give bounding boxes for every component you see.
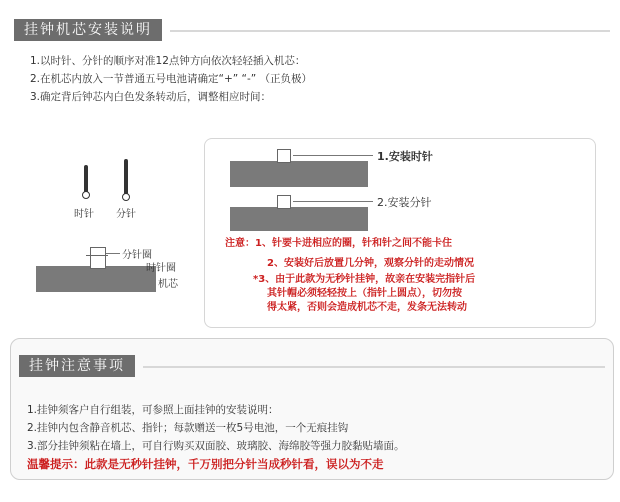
hour-ring-label: 时针圈	[146, 263, 176, 274]
shaft-icon	[90, 247, 106, 269]
note-1: 注意：1、针要卡进相应的圈，针和针之间不能卡住	[225, 238, 452, 249]
hour-hand-pin-icon	[82, 191, 90, 199]
movement-block	[36, 266, 156, 292]
hour-hand-icon	[84, 165, 88, 193]
minute-shaft-icon	[277, 195, 291, 209]
section-divider	[170, 30, 610, 32]
step1-leader	[293, 155, 373, 156]
notes-divider	[143, 366, 605, 368]
install-steps-panel	[204, 138, 596, 328]
note-item-1: 1.挂钟须客户自行组装，可参照上面挂钟的安装说明：	[27, 404, 279, 416]
notes-list	[27, 401, 405, 455]
hour-hand-install-block	[230, 161, 368, 187]
hour-hand-label: 时针	[74, 209, 94, 220]
minute-hand-label: 分针	[116, 209, 136, 220]
minute-ring-label: 分针圈	[122, 250, 152, 261]
step-3: 3.确定背后钟芯内白色发条转动后，调整相应时间：	[30, 91, 272, 103]
note-3-line-2: 其针帽必须轻轻按上（指针上圆点），切勿按	[267, 288, 462, 299]
note-item-2: 2.挂钟内包含静音机芯、指针；每款赠送一枚5号电池，一个无痕挂钩	[27, 422, 349, 434]
shaft-cross-icon	[86, 255, 108, 256]
minute-hand-icon	[124, 159, 128, 195]
note-3-line-3: 得太紧，否则会造成机芯不走，发条无法转动	[267, 302, 467, 313]
section-title-notes: 挂钟注意事项	[19, 355, 135, 377]
hour-shaft-icon	[277, 149, 291, 163]
note-2: 2、安装好后放置几分钟，观察分针的走动情况	[267, 258, 474, 269]
note-item-3: 3.部分挂钟须粘在墙上，可自行购买双面胶、玻璃胶、海绵胶等强力胶黏贴墙面。	[27, 440, 405, 452]
minute-hand-install-block	[230, 207, 368, 231]
hands-diagram-panel	[14, 133, 194, 313]
step-2: 2.在机芯内放入一节普通五号电池请确定“+” “-” （正负极）	[30, 73, 313, 85]
minute-ring-leader	[106, 253, 120, 254]
movement-label: 机芯	[158, 279, 178, 290]
notes-panel	[10, 338, 614, 480]
section-title-installation: 挂钟机芯安装说明	[14, 19, 162, 41]
hour-ring-leader	[106, 266, 144, 267]
tip-text: 温馨提示：此款是无秒针挂钟，千万别把分针当成秒针看，误以为不走	[27, 457, 384, 471]
note-3-line-1: *3、由于此款为无秒针挂钟，故亲在安装完指针后	[253, 274, 476, 285]
installation-steps	[30, 52, 312, 106]
step1-label: 1.安装时针	[377, 150, 433, 163]
step2-leader	[293, 201, 373, 202]
step2-label: 2.安装分针	[377, 196, 432, 209]
minute-hand-pin-icon	[122, 193, 130, 201]
step-1: 1.以时针、分针的顺序对准12点钟方向依次轻轻插入机芯：	[30, 55, 306, 67]
